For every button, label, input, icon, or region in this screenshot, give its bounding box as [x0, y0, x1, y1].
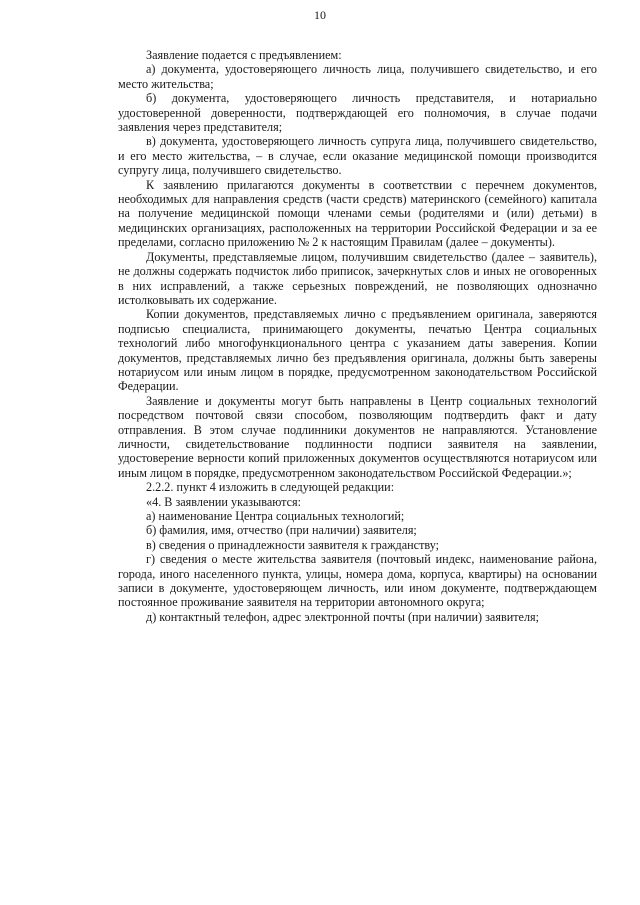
- document-body: [118, 48, 597, 624]
- paragraph-intro: Заявление подается с предъявлением:: [146, 48, 342, 62]
- paragraph-postal: Заявление и документы могут быть направлены в Центр социальных технологий посредством почтовой связи способом, позволяющим подтвердить факт и дату отправления. В этом случае подлинники документов не направляются. Установление личности, свидетельствование подлинности подписи заявителя на заявлении, удостоверение верности копий приложенных документов осуществляются нотариусом или иным лицом в порядке, предусмотренном законодательством Российской Федерации.»;: [118, 393, 597, 480]
- page-number: 10: [314, 8, 326, 22]
- paragraph-field-a: а) наименование Центра социальных технологий;: [146, 509, 405, 523]
- paragraph-field-b: б) фамилия, имя, отчество (при наличии) заявителя;: [146, 523, 417, 538]
- paragraph-copies: Копии документов, представляемых лично с предъявлением оригинала, заверяются подписью специалиста, принимающего документы, печатью Центра социальных технологий либо многофункционального центра с указанием даты заверения. Копии документов, представляемых лично без предъявления оригинала, должны быть заверены нотариусом или иным лицом в порядке, предусмотренном законодательством Российской Федерации.: [118, 307, 597, 394]
- paragraph-point-4: «4. В заявлении указываются:: [146, 494, 302, 509]
- paragraph-item-a: а) документа, удостоверяющего личность лица, получившего свидетельство, и его место жительства;: [118, 62, 597, 91]
- paragraph-amendment: 2.2.2. пункт 4 изложить в следующей редакции:: [146, 480, 395, 495]
- paragraph-field-g: г) сведения о месте жительства заявителя (почтовый индекс, наименование района, города, иного населенного пункта, улицы, номера дома, корпуса, квартиры) на основании записи в документе, удостоверяющем личность, или ином документе, подтверждающем постоянное проживание заявителя на территории автономного округа;: [118, 552, 597, 610]
- paragraph-item-b: б) документа, удостоверяющего личность представителя, и нотариально удостоверенной доверенности, подтверждающей его полномочия, в случае подачи заявления через представителя;: [118, 91, 597, 135]
- paragraph-field-d: д) контактный телефон, адрес электронной почты (при наличии) заявителя;: [146, 609, 540, 624]
- paragraph-field-v: в) сведения о принадлежности заявителя к гражданству;: [146, 537, 440, 552]
- paragraph-documents-requirements: Документы, представляемые лицом, получившим свидетельство (далее – заявитель), не должны содержать подчисток либо приписок, зачеркнутых слов и иных не оговоренных в них исправлений, а также серьезных повреждений, не позволяющих однозначно истолковывать их содержание.: [118, 249, 597, 307]
- paragraph-item-v: в) документа, удостоверяющего личность супруга лица, получившего свидетельство, и его место жительства, – в случае, если оказание медицинской помощи производится супругу лица, получившего свидетельство.: [118, 134, 597, 178]
- paragraph-attachments: К заявлению прилагаются документы в соответствии с перечнем документов, необходимых для направления средств (части средств) материнского (семейного) капитала на получение медицинской помощи членами семьи (родителями и (или) детьми) в медицинских организациях, расположенных на территории Российской Федерации и за ее пределами, согласно приложению № 2 к настоящим Правилам (далее – документы).: [118, 177, 597, 250]
